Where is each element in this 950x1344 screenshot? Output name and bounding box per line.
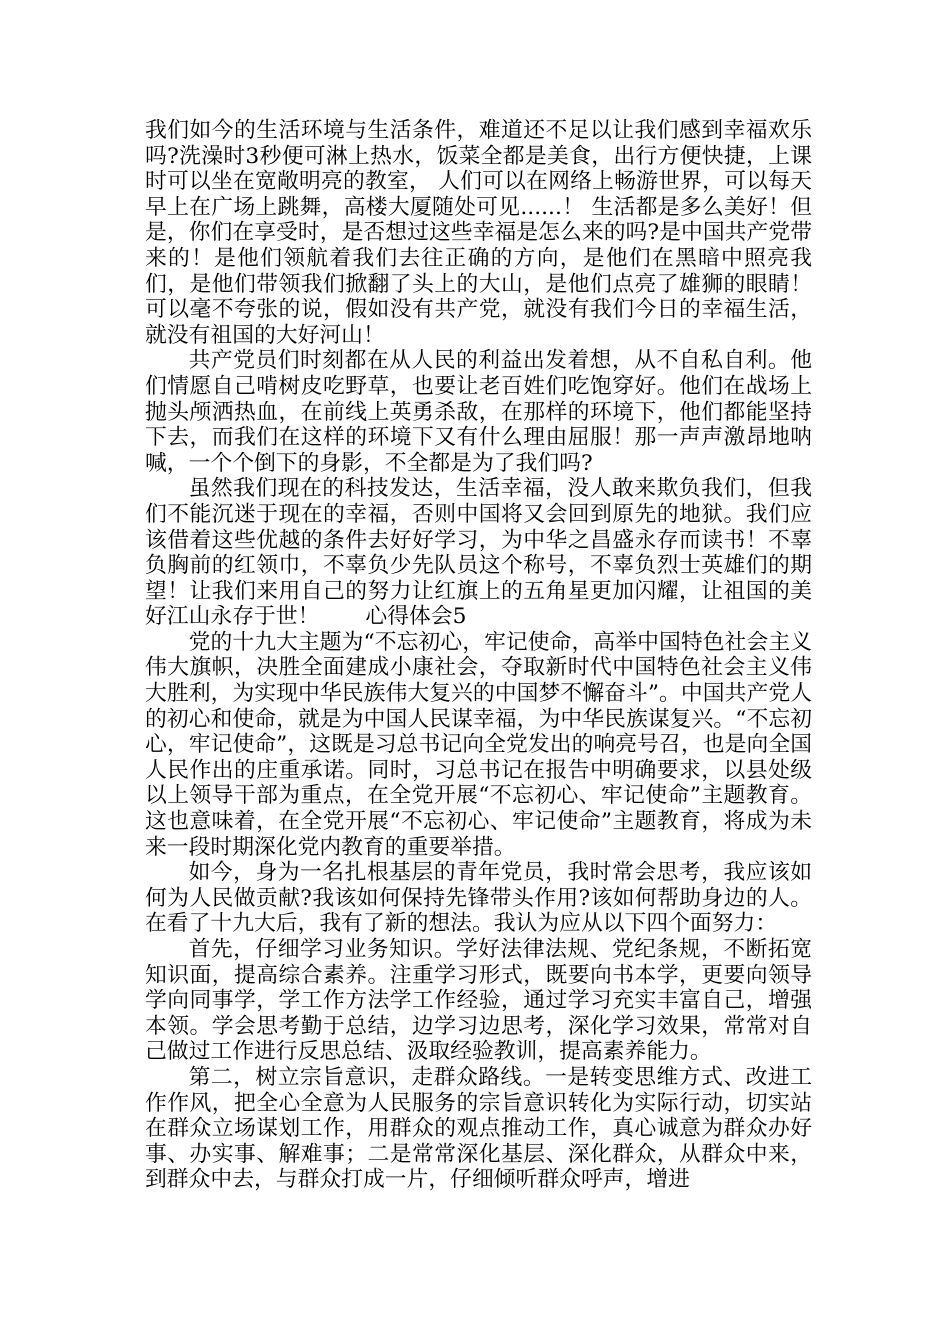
paragraph-1: 我们如今的生活环境与生活条件，难道还不足以让我们感到幸福欢乐吗?洗澡时3秒便可淋上热水，饭菜全都是美食，出行方便快捷，上课时可以坐在宽敞明亮的教室， 人们可以在网络上畅游世界，可以每天早上在广场上跳舞，高楼大厦随处可见......！ 生活都是多么美好！但是，你们在享受时，是否想过这些幸福是怎么来的吗?是中国共产党带来的！是他们领航着我们去往正确的方向，是他们在黑暗中照亮我们，是他们带领我们掀翻了头上的大山，是他们点亮了雄狮的眼睛！可以毫不夸张的说，假如没有共产党，就没有我们今日的幸福生活，就没有祖国的大好河山！: [145, 118, 812, 348]
document-page: [145, 118, 812, 1193]
paragraph-7: 第二，树立宗旨意识，走群众路线。一是转变思维方式、改进工作作风，把全心全意为人民服务的宗旨意识转化为实际行动，切实站在群众立场谋划工作，用群众的观点推动工作，真心诚意为群众办好事、办实事、解难事；二是常常深化基层、深化群众，从群众中来，到群众中去，与群众打成一片，仔细倾听群众呼声，增进: [145, 1064, 812, 1193]
paragraph-5: 如今，身为一名扎根基层的青年党员，我时常会思考，我应该如何为人民做贡献?我该如何保持先锋带头作用?该如何帮助身边的人。在看了十九大后，我有了新的想法。我认为应从以下四个面努力：: [145, 860, 812, 937]
paragraph-2: 共产党员们时刻都在从人民的利益出发着想，从不自私自利。他们情愿自己啃树皮吃野草，也要让老百姓们吃饱穿好。他们在战场上抛头颅洒热血，在前线上英勇杀敌，在那样的环境下，他们都能坚持下去，而我们在这样的环境下又有什么理由屈服！那一声声激昂地呐喊，一个个倒下的身影，不全都是为了我们吗?: [145, 348, 812, 476]
paragraph-4: 党的十九大主题为“不忘初心，牢记使命，高举中国特色社会主义伟大旗帜，决胜全面建成小康社会，夺取新时代中国特色社会主义伟大胜利，为实现中华民族伟大复兴的中国梦不懈奋斗”。中国共产党人的初心和使命，就是为中国人民谋幸福，为中华民族谋复兴。“不忘初心，牢记使命”，这既是习总书记向全党发出的响亮号召，也是向全国人民作出的庄重承诺。同时，习总书记在报告中明确要求，以县处级以上领导干部为重点，在全党开展“不忘初心、牢记使命”主题教育。这也意味着，在全党开展“不忘初心、牢记使命”主题教育，将成为未来一段时期深化党内教育的重要举措。: [145, 629, 812, 860]
paragraph-6: 首先，仔细学习业务知识。学好法律法规、党纪条规，不断拓宽知识面，提高综合素养。注重学习形式，既要向书本学，更要向领导学向同事学，学工作方法学工作经验，通过学习充实丰富自己，增强本领。学会思考勤于总结，边学习边思考，深化学习效果，常常对自己做过工作进行反思总结、汲取经验教训，提高素养能力。: [145, 937, 812, 1065]
section-heading-5: 心得体会5: [365, 604, 467, 630]
paragraph-3: [145, 476, 812, 630]
paragraph-3-text: 虽然我们现在的科技发达，生活幸福，没人敢来欺负我们，但我们不能沉迷于现在的幸福，否则中国将又会回到原先的地狱。我们应该借着这些优越的条件去好好学习，为中华之昌盛永存而读书！不辜负胸前的红领巾，不辜负少先队员这个称号，不辜负烈士英雄们的期望！让我们来用自己的努力让红旗上的五角星更加闪耀，让祖国的美好江山永存于世！: [145, 476, 812, 630]
